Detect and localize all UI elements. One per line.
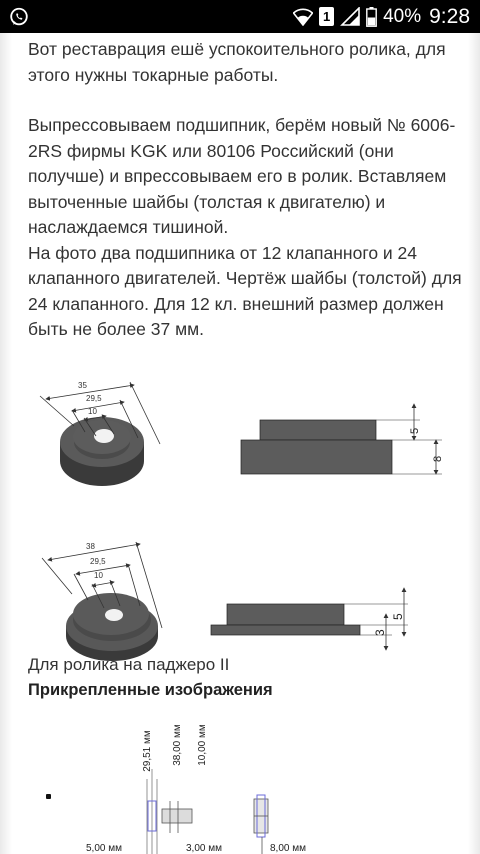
signal-icon	[340, 7, 360, 26]
article-content[interactable]	[0, 33, 480, 854]
attachment-dim-38: 38,00 мм	[172, 724, 183, 766]
top-side-dim-h1: 5	[409, 427, 421, 434]
attachment-dim-5: 5,00 мм	[86, 843, 122, 854]
clock: 9:28	[429, 4, 470, 28]
bottom-dim-outer: 38	[86, 542, 95, 551]
bottom-dim-middle: 29,5	[90, 557, 106, 566]
attachment-dim-29: 29,51 мм	[142, 730, 153, 772]
top-dim-inner: 10	[88, 407, 97, 416]
paragraph-photo-note: На фото два подшипника от 12 клапанного и 24 клапанного двигателей. Чертёж шайбы (толстой) для 24 клапанного. Для 12 кл. внешний размер должен быть не более 37 мм.	[28, 242, 462, 339]
article-text	[28, 37, 468, 343]
bottom-dim-inner: 10	[94, 571, 103, 580]
bottom-washer-side	[211, 588, 408, 650]
attached-images-heading: Прикрепленные изображения	[28, 681, 273, 699]
battery-percent: 40%	[383, 5, 422, 27]
bottom-side-dim-h1: 5	[391, 613, 405, 620]
top-washer-side	[241, 404, 444, 474]
attachment-thumbnail[interactable]	[0, 709, 480, 854]
bottom-side-dim-h2: 3	[373, 629, 387, 636]
paragraph-instructions: Выпрессовываем подшипник, берём новый № 6006-2RS фирмы KGK или 80106 Российский (они получше) и впрессовываем его в ролик. Вставляем выточенные шайбы (толстая к двигателю) и наслаждаемся тишиной.	[28, 115, 456, 237]
top-dim-middle: 29,5	[86, 394, 102, 403]
attachment-dim-10: 10,00 мм	[197, 724, 208, 766]
wifi-icon	[293, 8, 313, 26]
top-side-dim-h2: 8	[432, 455, 444, 462]
list-bullet	[46, 794, 51, 799]
image-caption: Для ролика на паджеро II	[28, 655, 230, 674]
top-dim-outer: 35	[78, 381, 87, 390]
sim-badge: 1	[319, 7, 334, 26]
battery-icon	[366, 7, 377, 27]
washer-drawing[interactable]	[0, 338, 480, 663]
attachment-dim-3: 3,00 мм	[186, 843, 222, 854]
bottom-washer-iso	[42, 542, 162, 661]
status-bar	[0, 0, 480, 33]
paragraph-intro: Вот реставрация ешё успокоительного ролика, для этого нужны токарные работы.	[28, 39, 446, 85]
attachment-dim-8: 8,00 мм	[270, 843, 306, 854]
top-washer-iso	[40, 381, 160, 486]
whatsapp-icon	[8, 6, 30, 28]
